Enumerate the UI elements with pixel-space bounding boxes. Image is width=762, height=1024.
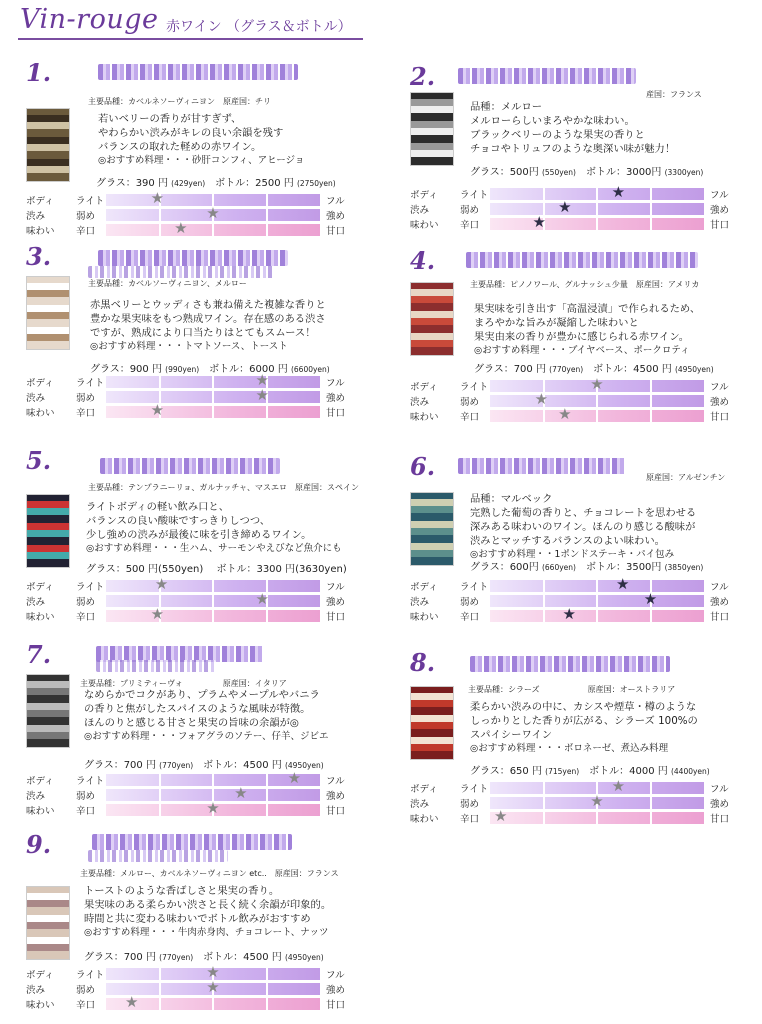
scale-high-label: フル [326, 776, 345, 787]
bottle-price-yen: (4950yen) [284, 953, 324, 962]
scale-row-body [26, 769, 356, 788]
wine-number: 8. [410, 648, 436, 677]
recommended-dishes: ◎おすすめ料理・・・砂肝コンフィ、アヒージョ [98, 155, 305, 166]
wine-name-pixelated [92, 834, 292, 850]
rating-star-icon: ★ [534, 390, 549, 408]
bottle-image-pixelated [26, 276, 70, 350]
wine-description [470, 100, 675, 156]
menu-header [18, 6, 363, 40]
scale-row-body [410, 777, 740, 796]
scale-row-tannin [26, 978, 356, 997]
description-line: 品種：マルベック [470, 493, 553, 505]
scale-name: 味わい [26, 408, 55, 419]
glass-price: グラス：700 円 [84, 760, 156, 771]
scale-bar [490, 198, 704, 216]
scale-bar [490, 575, 704, 593]
rating-star-icon: ★ [615, 575, 630, 593]
rating-star-icon: ★ [154, 575, 169, 593]
scale-high-label: フル [710, 784, 729, 795]
description-line: チョコやトリュフのような奥深い味が魅力！ [470, 143, 676, 155]
description-line: やわらかい渋みがキレの良い余韻を残す [98, 127, 284, 139]
glass-price-yen: (715yen) [545, 767, 580, 776]
scale-low-label: 辛口 [460, 814, 480, 825]
recommended-dishes: ◎おすすめ料理・・・生ハム、サーモンやえびなど魚介にも [86, 543, 342, 554]
glass-price: グラス：700 円 [474, 364, 546, 375]
glass-price: グラス：500円 [470, 167, 539, 178]
rating-star-icon: ★ [643, 590, 658, 608]
scale-row-taste [26, 219, 356, 238]
scale-bar [106, 575, 320, 593]
rating-star-icon: ★ [558, 198, 572, 216]
scale-row-body [26, 371, 356, 390]
scale-bar [106, 371, 320, 389]
wine-description [86, 500, 342, 556]
scale-high-label: 強め [710, 597, 730, 608]
scale-row-tannin [26, 784, 356, 803]
rating-star-icon: ★ [562, 605, 576, 623]
wine-description [470, 700, 698, 756]
scale-low-label: ライト [460, 190, 489, 201]
rating-star-icon: ★ [150, 401, 165, 419]
scale-name: 味わい [26, 1000, 55, 1011]
bottle-price: ボトル：4500 円 [593, 364, 672, 375]
scale-bar [490, 213, 704, 231]
wine-card [410, 246, 750, 426]
scale-row-body [26, 575, 356, 594]
wine-number: 6. [410, 452, 436, 481]
price-line [470, 762, 710, 777]
scale-low-label: 弱め [460, 397, 480, 408]
scale-bar [490, 792, 704, 810]
description-line: トーストのような香ばしさと果実の香り。 [84, 885, 280, 897]
scale-low-label: 弱め [76, 393, 96, 404]
wine-variety-origin: 主要品種：カベルネソーヴィニヨン 原産国：チリ [88, 97, 272, 106]
scale-bar [106, 590, 320, 608]
recommended-dishes: ◎おすすめ料理・・・フォアグラのソテー、仔羊、ジビエ [84, 731, 329, 742]
wine-variety-origin: 主要品種：メルロー、カベルネソーヴィニヨン etc.. 原産国：フランス [80, 869, 339, 878]
rating-star-icon: ★ [206, 978, 220, 996]
price-line [90, 360, 330, 375]
glass-price: グラス：650 円 [470, 766, 542, 777]
scale-row-body [26, 963, 356, 982]
description-line: 果実味を引き出す「高温浸漬」で作られるため、 [474, 303, 701, 315]
bottle-image-pixelated [26, 674, 70, 748]
scale-bar [106, 605, 320, 623]
rating-star-icon: ★ [287, 769, 302, 787]
bottle-image-pixelated [410, 686, 454, 760]
rating-star-icon: ★ [255, 371, 269, 389]
bottle-image-pixelated [26, 108, 70, 182]
scale-high-label: 甘口 [326, 408, 346, 419]
rating-star-icon: ★ [150, 605, 165, 623]
wine-name-pixelated [100, 458, 280, 474]
scale-low-label: 辛口 [76, 1000, 96, 1011]
scale-low-label: ライト [76, 196, 105, 207]
description-line: まろやかな旨みが凝縮した味わいと [474, 317, 639, 329]
bottle-price: ボトル：4500 円 [203, 760, 282, 771]
rating-star-icon: ★ [124, 993, 139, 1011]
description-line: 品種：メルロー [470, 101, 543, 113]
bottle-price-yen: (4400yen) [670, 767, 710, 776]
wine-card [410, 452, 750, 632]
rating-star-icon: ★ [206, 204, 220, 222]
wine-name-pixelated [470, 656, 670, 672]
bottle-price-yen: (6600yen) [290, 365, 330, 374]
rating-star-icon: ★ [255, 386, 269, 404]
scale-row-tannin [26, 204, 356, 223]
scale-bar [490, 590, 704, 608]
wine-variety-origin: 原産国：アルゼンチン [646, 473, 726, 482]
scale-name: ボディ [26, 582, 54, 593]
scale-low-label: 辛口 [76, 806, 96, 817]
scale-low-label: ライト [76, 776, 105, 787]
wine-variety-origin: 主要品種：ピノノワール、グルナッシュ少量 原産国：アメリカ [470, 280, 700, 289]
scale-row-tannin [410, 792, 740, 811]
glass-price-yen: (770yen) [159, 953, 194, 962]
scale-bar [490, 405, 704, 423]
scale-name: ボディ [410, 784, 438, 795]
scale-name: 渋み [26, 791, 46, 802]
rating-star-icon: ★ [234, 784, 248, 802]
wine-variety-origin: 主要品種：テンプラニーリョ、ガルナッチャ、マスエロ 原産国：スペイン [88, 483, 359, 492]
scale-high-label: 甘口 [326, 1000, 346, 1011]
scale-name: 渋み [26, 211, 46, 222]
scale-low-label: ライト [460, 582, 489, 593]
scale-low-label: 弱め [76, 597, 96, 608]
scale-low-label: 辛口 [460, 612, 480, 623]
bottle-image-pixelated [26, 886, 70, 960]
scale-name: ボディ [26, 196, 54, 207]
rating-star-icon: ★ [590, 375, 604, 393]
bottle-price: ボトル：2500 円 [215, 178, 294, 189]
wine-description [98, 112, 304, 168]
scale-low-label: ライト [76, 378, 105, 389]
description-line: メルローらしいまろやかな味わい。 [470, 115, 635, 127]
scale-high-label: 強め [326, 393, 346, 404]
wine-description [474, 302, 700, 358]
scale-name: ボディ [410, 382, 438, 393]
bottle-price: ボトル：3300 円(3630yen) [216, 564, 347, 575]
scale-name: 渋み [410, 799, 430, 810]
scale-row-body [410, 375, 740, 394]
bottle-price: ボトル：4500 円 [203, 952, 282, 963]
wine-variety-origin: 主要品種：シラーズ 原産国：オーストラリア [468, 685, 676, 694]
description-line: バランスの良い酸味ですっきりしつつ、 [86, 515, 271, 527]
glass-price-yen: (550yen) [541, 168, 576, 177]
scale-bar [490, 605, 704, 623]
wine-card [410, 62, 750, 242]
wine-number: 4. [410, 246, 436, 275]
bottle-price: ボトル：3000円 [585, 167, 662, 178]
scale-high-label: 甘口 [326, 226, 346, 237]
scale-high-label: 強め [326, 211, 346, 222]
scale-high-label: フル [326, 582, 345, 593]
recommended-dishes: ◎おすすめ料理・・1ポンドステーキ・パイ包み [470, 549, 675, 560]
scale-name: 渋み [26, 985, 46, 996]
description-line: 果実味のある柔らかい渋さと長く続く余韻が印象的。 [84, 899, 332, 911]
scale-name: 味わい [410, 612, 439, 623]
scale-row-body [410, 575, 740, 594]
scale-bar [490, 375, 704, 393]
scale-row-tannin [410, 390, 740, 409]
wine-variety-origin: 主要品種：プリミティーヴォ 原産国：イタリア [80, 679, 287, 688]
scale-row-taste [26, 993, 356, 1012]
wine-card [26, 830, 366, 1010]
wine-name-pixelated [458, 68, 636, 84]
scale-low-label: ライト [460, 382, 489, 393]
scale-high-label: 甘口 [326, 806, 346, 817]
scale-bar [490, 183, 704, 201]
bottle-image-pixelated [26, 494, 70, 568]
description-line: 若いベリーの香りが甘すぎず、 [98, 113, 242, 125]
scale-bar [106, 799, 320, 817]
wine-number: 2. [410, 62, 436, 91]
wine-card [26, 446, 366, 626]
wine-number: 3. [26, 242, 52, 271]
scale-row-body [26, 189, 356, 208]
description-line: ブラックベリーのような果実の香りと [470, 129, 645, 141]
price-line [470, 163, 703, 178]
description-line: ライトボディの軽い飲み口と、 [86, 501, 230, 513]
description-line: の香りと焦がしたスパイスのような風味が特徴。 [84, 703, 311, 715]
glass-price: グラス：700 円 [84, 952, 156, 963]
bottle-price-yen: (3850yen) [664, 563, 704, 572]
scale-bar [106, 386, 320, 404]
scale-name: 味わい [26, 612, 55, 623]
scale-name: 渋み [410, 397, 430, 408]
wine-card [26, 640, 366, 820]
scale-high-label: 強め [710, 205, 730, 216]
glass-price: グラス：390 円 [96, 178, 168, 189]
wine-name-pixelated [458, 458, 626, 474]
scale-low-label: 弱め [76, 211, 96, 222]
price-line [84, 948, 324, 963]
wine-number: 1. [26, 58, 52, 87]
wine-subname-pixelated [88, 850, 228, 862]
bottle-image-pixelated [410, 92, 454, 166]
rating-star-icon: ★ [206, 799, 220, 817]
scale-row-taste [410, 405, 740, 424]
wine-card [410, 648, 750, 828]
scale-name: 渋み [26, 393, 46, 404]
wine-description [84, 688, 329, 744]
description-line: 時間と共に変わる味わいでボトル飲みがおすすめ [84, 913, 311, 925]
scale-high-label: 甘口 [710, 412, 730, 423]
scale-low-label: ライト [460, 784, 489, 795]
description-line: なめらかでコクがあり、プラムやメープルやバニラ [84, 689, 320, 701]
recommended-dishes: ◎おすすめ料理・・・ブイヤベース、ポークロティ [474, 345, 690, 356]
rating-star-icon: ★ [493, 807, 508, 825]
scale-row-taste [410, 605, 740, 624]
scale-bar [490, 390, 704, 408]
wine-name-pixelated [466, 252, 698, 268]
bottle-price-yen: (4950yen) [284, 761, 324, 770]
description-line: バランスの取れた軽めの赤ワイン。 [98, 141, 262, 153]
scale-row-body [410, 183, 740, 202]
scale-name: ボディ [26, 970, 54, 981]
scale-row-taste [26, 401, 356, 420]
recommended-dishes: ◎おすすめ料理・・・トマトソース、トースト [90, 341, 288, 352]
rating-star-icon: ★ [611, 777, 626, 795]
bottle-price: ボトル：6000 円 [209, 364, 288, 375]
rating-star-icon: ★ [558, 405, 572, 423]
rating-star-icon: ★ [611, 183, 626, 201]
scale-bar [106, 204, 320, 222]
scale-name: ボディ [26, 776, 54, 787]
wine-subname-pixelated [96, 660, 216, 672]
glass-price-yen: (990yen) [165, 365, 200, 374]
wine-description [470, 492, 696, 562]
wine-subname-pixelated [88, 266, 274, 278]
price-line [96, 174, 336, 189]
scale-bar [106, 401, 320, 419]
scale-high-label: フル [326, 970, 345, 981]
scale-name: 味わい [26, 806, 55, 817]
scale-name: 渋み [26, 597, 46, 608]
glass-price-yen: (429yen) [171, 179, 206, 188]
description-line: ですが、熟成により口当たりはとてもスムース！ [90, 327, 316, 339]
description-line: スパイシーワイン [470, 729, 553, 741]
scale-high-label: フル [326, 378, 345, 389]
scale-high-label: 甘口 [326, 612, 346, 623]
description-line: 渋みとマッチするバランスのよい味わい。 [470, 535, 665, 547]
wine-description [90, 298, 326, 354]
scale-high-label: フル [326, 196, 345, 207]
description-line: 豊かな果実味をもつ熟成ワイン。存在感のある渋さ [90, 313, 326, 325]
scale-high-label: 強め [326, 791, 346, 802]
wine-number: 7. [26, 640, 52, 669]
scale-row-taste [26, 605, 356, 624]
scale-high-label: 甘口 [710, 612, 730, 623]
glass-price: グラス：900 円 [90, 364, 162, 375]
scale-row-taste [410, 807, 740, 826]
bottle-image-pixelated [410, 282, 454, 356]
scale-low-label: 辛口 [460, 412, 480, 423]
scale-low-label: ライト [76, 970, 105, 981]
scale-row-taste [26, 799, 356, 818]
wine-variety-origin: 産国：フランス [646, 90, 702, 99]
scale-high-label: 強め [326, 597, 346, 608]
scale-high-label: フル [710, 382, 729, 393]
price-line [474, 360, 714, 375]
scale-name: 味わい [26, 226, 55, 237]
rating-star-icon: ★ [174, 219, 188, 237]
scale-low-label: 辛口 [76, 226, 96, 237]
scale-low-label: 辛口 [460, 220, 480, 231]
scale-high-label: 強め [710, 397, 730, 408]
description-line: 少し強めの渋みが最後に味を引き締めるワイン。 [86, 529, 312, 541]
scale-low-label: 辛口 [76, 408, 96, 419]
bottle-price-yen: (3300yen) [664, 168, 704, 177]
scale-row-tannin [26, 590, 356, 609]
wine-number: 5. [26, 446, 52, 475]
scale-high-label: 甘口 [710, 220, 730, 231]
scale-low-label: 弱め [76, 791, 96, 802]
scale-name: 味わい [410, 412, 439, 423]
rating-star-icon: ★ [150, 189, 165, 207]
bottle-price: ボトル：3500円 [585, 562, 662, 573]
glass-price-yen: (770yen) [549, 365, 584, 374]
scale-low-label: 弱め [460, 205, 480, 216]
scale-high-label: 強め [710, 799, 730, 810]
price-line [86, 560, 347, 575]
scale-bar [106, 219, 320, 237]
scale-name: ボディ [26, 378, 54, 389]
scale-name: ボディ [410, 582, 438, 593]
scale-low-label: 弱め [76, 985, 96, 996]
scale-name: 味わい [410, 814, 439, 825]
recommended-dishes: ◎おすすめ料理・・・ボロネーゼ、煮込み料理 [470, 743, 669, 754]
scale-row-taste [410, 213, 740, 232]
glass-price: グラス：500 円(550yen) [86, 564, 204, 575]
bottle-price: ボトル：4000 円 [589, 766, 668, 777]
rating-star-icon: ★ [532, 213, 546, 231]
wine-card [26, 58, 366, 238]
scale-low-label: ライト [76, 582, 105, 593]
glass-price-yen: (770yen) [159, 761, 194, 770]
description-line: 深みある味わいのワイン。ほんのり感じる酸味が [470, 521, 696, 533]
scale-high-label: フル [710, 582, 729, 593]
description-line: しっかりとした香りが広がる、シラーズ 100%の [470, 715, 698, 727]
rating-star-icon: ★ [206, 963, 220, 981]
scale-high-label: 甘口 [710, 814, 730, 825]
wine-name-pixelated [98, 250, 288, 266]
description-line: 果実由来の香りが豊かに感じられる赤ワイン。 [474, 331, 690, 343]
scale-row-tannin [410, 198, 740, 217]
bottle-image-pixelated [410, 492, 454, 566]
scale-name: 渋み [410, 597, 430, 608]
menu-subtitle: 赤ワイン （グラス＆ボトル） [166, 19, 352, 35]
scale-low-label: 弱め [460, 597, 480, 608]
rating-star-icon: ★ [255, 590, 269, 608]
scale-row-tannin [26, 386, 356, 405]
glass-price-yen: (660yen) [541, 563, 576, 572]
scale-name: 味わい [410, 220, 439, 231]
rating-star-icon: ★ [590, 792, 604, 810]
description-line: 赤黒ベリーとウッディさも兼ね備えた複雑な香りと [90, 299, 326, 311]
description-line: 完熟した葡萄の香りと、チョコレートを思わせる [470, 507, 697, 519]
wine-description [84, 884, 331, 940]
scale-high-label: フル [710, 190, 729, 201]
description-line: ほんのりと感じる甘さと果実の旨味の余韻が◎ [84, 717, 299, 729]
bottle-price-yen: (2750yen) [296, 179, 336, 188]
scale-bar [490, 807, 704, 825]
wine-number: 9. [26, 830, 52, 859]
wine-variety-origin: 主要品種：カベルソーヴィニヨン、メルロー [88, 279, 247, 288]
wine-card [26, 242, 366, 422]
scale-high-label: 強め [326, 985, 346, 996]
brand-title: Vin-rouge [20, 4, 159, 35]
price-line [470, 558, 703, 573]
glass-price: グラス：600円 [470, 562, 539, 573]
scale-bar [106, 769, 320, 787]
recommended-dishes: ◎おすすめ料理・・・牛肉赤身肉、チョコレート、ナッツ [84, 927, 329, 938]
scale-low-label: 辛口 [76, 612, 96, 623]
scale-bar [106, 993, 320, 1011]
wine-name-pixelated [98, 64, 298, 80]
scale-name: ボディ [410, 190, 438, 201]
scale-name: 渋み [410, 205, 430, 216]
bottle-price-yen: (4950yen) [674, 365, 714, 374]
description-line: 柔らかい渋みの中に、カシスや煙草・樽のような [470, 701, 697, 713]
scale-low-label: 弱め [460, 799, 480, 810]
